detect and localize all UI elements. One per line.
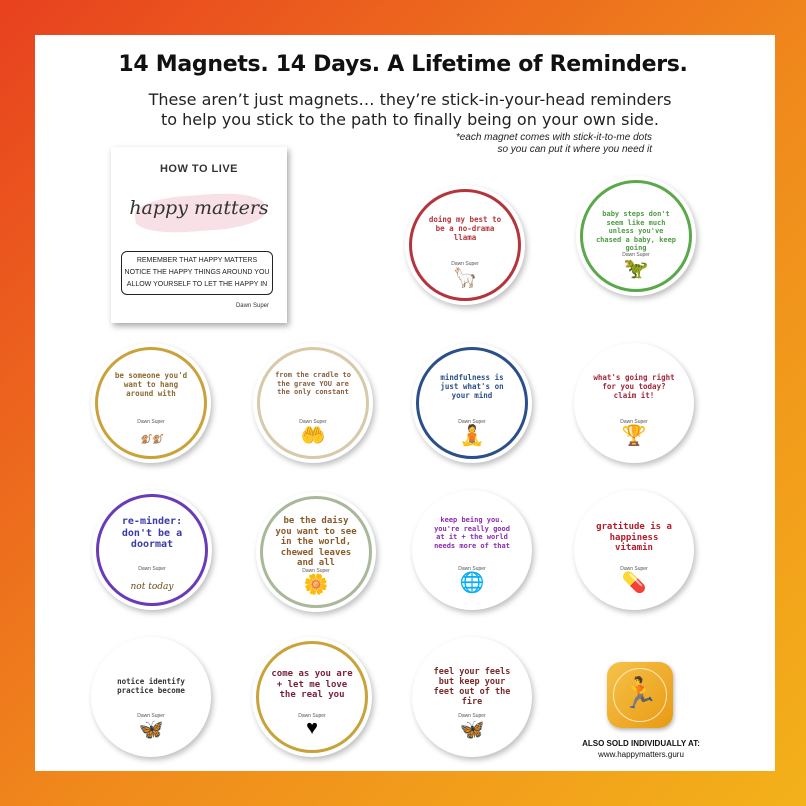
magnet-author: Dawn Super [620,566,648,572]
magnet-author: Dawn Super [458,713,486,719]
magnet-6 [574,343,694,463]
magnet-author: Dawn Super [458,419,486,425]
magnet-illustration-icon: 🐒🐒 [139,435,163,445]
magnet-author: Dawn Super [299,419,327,425]
magnet-illustration-icon: 🤲 [300,425,326,447]
magnet-illustration-icon: 🧘 [459,425,485,447]
card-author: Dawn Super [235,303,269,309]
magnet-text: mindfulness is just what's on your mind [440,373,504,400]
publisher-badge [607,662,673,728]
magnet-text: baby steps don't seem like much unless you've chased a baby, keep going [595,210,677,252]
magnet-10 [574,490,694,610]
magnet-7 [92,490,212,610]
card-line-2: NOTICE THE HAPPY THINGS AROUND YOU [124,269,270,276]
magnet-12 [252,637,372,757]
magnet-author: Dawn Super [138,566,166,572]
magnet-illustration-icon: 🦋 [459,719,485,741]
headline: 14 Magnets. 14 Days. A Lifetime of Reminders. [118,52,688,77]
magnet-author: Dawn Super [137,419,165,425]
sold-url[interactable]: www.happymatters.guru [598,750,684,759]
magnet-text: doing my best to be a no-drama llama [428,215,502,242]
magnet-13 [412,637,532,757]
magnet-illustration-icon: 🌼 [303,574,329,596]
magnet-illustration-icon: 🦖 [623,258,649,280]
magnet-4 [253,343,373,463]
card-line-3: ALLOW YOURSELF TO LET THE HAPPY IN [126,281,268,288]
magnet-3 [91,343,211,463]
magnet-text: gratitude is a happiness vitamin [596,522,672,553]
card-line-1: REMEMBER THAT HAPPY MATTERS [136,257,258,264]
magnet-author: Dawn Super [302,568,330,574]
magnet-text: be the daisy you want to see in the world, chewed leaves and all [275,516,357,568]
magnet-9 [412,490,532,610]
magnet-1 [405,185,525,305]
magnet-text: from the cradle to the grave YOU are the only constant [275,371,351,396]
magnet-illustration-icon: 💊 [621,572,647,594]
magnet-text: keep being you. you're really good at it + the world needs more of that [434,516,510,550]
magnet-illustration-icon: ♥ [306,717,318,739]
magnet-8 [256,492,376,612]
magnet-11 [91,637,211,757]
how-to-live-card [111,147,287,323]
magnet-author: Dawn Super [298,713,326,719]
magnet-text: notice identify practice become [117,677,185,695]
magnet-text: be someone you'd want to hang around with [114,371,188,398]
publisher-logo-icon: 🏃 [621,677,659,710]
magnet-illustration-icon: not today [130,582,174,592]
sold-info [560,738,722,760]
card-brand: happy matters [129,197,269,219]
magnet-author: Dawn Super [137,713,165,719]
magnet-text: come as you are + let me love the real you [271,669,353,700]
footnote-line-1: *each magnet comes with stick-it-to-me dots [455,132,652,143]
magnet-text: feel your feels but keep your feet out of the fire [433,667,511,707]
subheading: These aren’t just magnets… they’re stick-in-your-head reminders to help you stick to the path to finally being on your own side. [148,90,672,129]
magnet-illustration-icon: 🦋 [138,719,164,741]
magnet-text: re-minder: don't be a doormat [121,516,183,550]
magnet-text: what's going right for you today? claim it! [593,373,675,400]
card-heading: HOW TO LIVE [159,163,239,175]
magnet-illustration-icon: 🦙 [452,267,478,289]
magnet-author: Dawn Super [458,566,486,572]
magnet-5 [412,343,532,463]
magnet-2 [576,176,696,296]
footnote [380,132,652,156]
footnote-line-2: so you can put it where you need it [497,144,652,155]
magnet-author: Dawn Super [451,261,479,267]
magnet-illustration-icon: 🏆 [621,425,647,447]
magnet-author: Dawn Super [622,252,650,258]
magnet-author: Dawn Super [620,419,648,425]
card-text-box [121,251,273,295]
magnet-illustration-icon: 🌐 [459,572,485,594]
sold-line-1: ALSO SOLD INDIVIDUALLY AT: [582,739,700,748]
